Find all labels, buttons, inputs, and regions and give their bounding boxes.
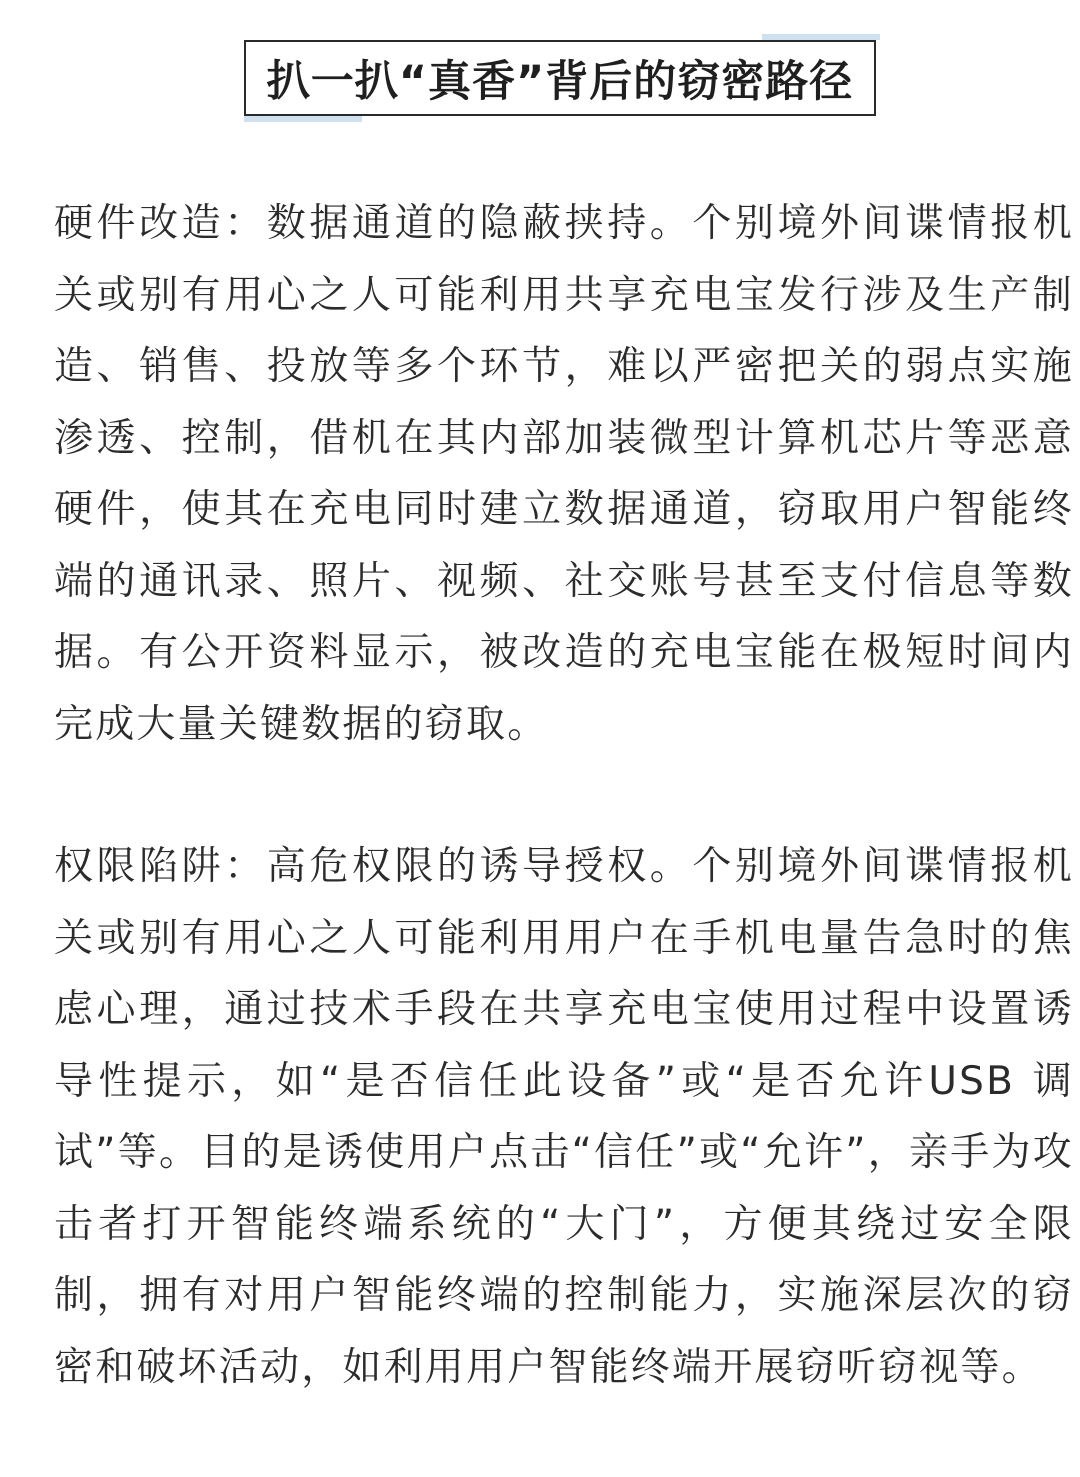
paragraph-permission-trap: 权限陷阱：高危权限的诱导授权。个别境外间谍情报机关或别有用心之人可能利用用户在手机电量告急时的焦虑心理，通过技术手段在共享充电宝使用过程中设置诱导性提示，如“是否信任此设备”或“是否允许USB 调试”等。目的是诱使用户点击“信任”或“允许”，亲手为攻击者打开智能终端系统的“大门”，方便其绕过安全限制，拥有对用户智能终端的控制能力，实施深层次的窃密和破坏活动，如利用用户智能终端开展窃听窃视等。 <box>54 844 1074 1390</box>
paragraph-hardware-modification: 硬件改造：数据通道的隐蔽挟持。个别境外间谍情报机关或别有用心之人可能利用共享充电宝发行涉及生产制造、销售、投放等多个环节，难以严密把关的弱点实施渗透、控制，借机在其内部加装微型计算机芯片等恶意硬件，使其在充电同时建立数据通道，窃取用户智能终端的通讯录、照片、视频、社交账号甚至支付信息等数据。有公开资料显示，被改造的充电宝能在极短时间内完成大量关键数据的窃取。 <box>54 201 1074 747</box>
article-body <box>54 188 1074 1403</box>
article-title: 扒一扒“真香”背后的窃密路径 <box>266 56 854 107</box>
title-accent-bottom <box>244 116 362 122</box>
title-box <box>244 40 876 116</box>
title-banner <box>244 40 880 120</box>
